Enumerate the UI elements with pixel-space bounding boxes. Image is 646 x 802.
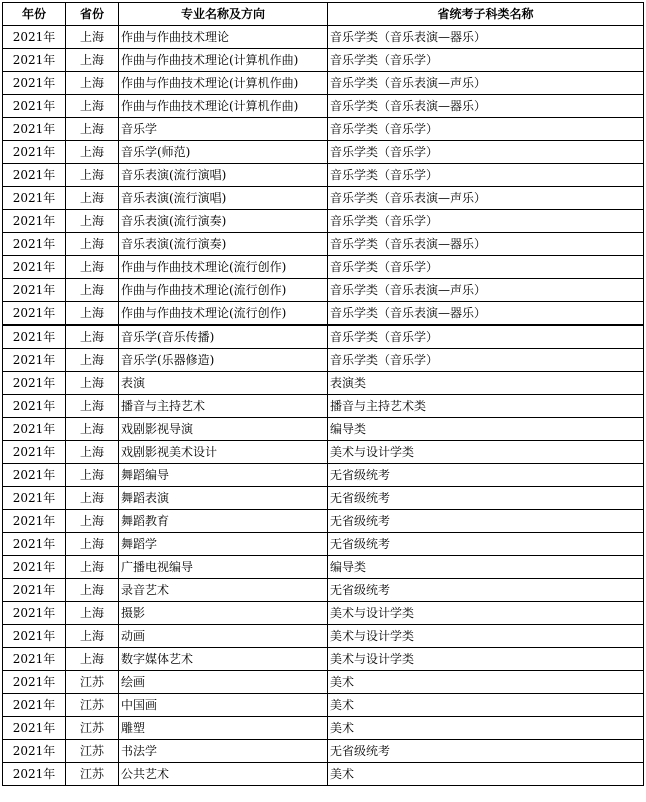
cell-province: 上海 [66, 510, 119, 533]
cell-province: 上海 [66, 349, 119, 372]
cell-year: 2021年 [3, 233, 66, 256]
cell-category: 无省级统考 [328, 533, 644, 556]
cell-year: 2021年 [3, 187, 66, 210]
cell-province: 上海 [66, 233, 119, 256]
cell-category: 音乐学类（音乐表演—器乐） [328, 302, 644, 326]
table-body [3, 26, 644, 786]
cell-major: 音乐表演(流行演唱) [119, 164, 328, 187]
cell-category: 音乐学类（音乐表演—声乐） [328, 72, 644, 95]
header-major: 专业名称及方向 [119, 3, 328, 26]
table-row [3, 648, 644, 671]
cell-year: 2021年 [3, 256, 66, 279]
header-category: 省统考子科类名称 [328, 3, 644, 26]
table-header [3, 3, 644, 26]
table-row [3, 740, 644, 763]
cell-province: 上海 [66, 95, 119, 118]
cell-year: 2021年 [3, 210, 66, 233]
cell-category: 音乐学类（音乐表演—器乐） [328, 95, 644, 118]
cell-year: 2021年 [3, 395, 66, 418]
cell-year: 2021年 [3, 510, 66, 533]
table-row [3, 395, 644, 418]
cell-major: 摄影 [119, 602, 328, 625]
cell-major: 音乐学(乐器修造) [119, 349, 328, 372]
table-row [3, 694, 644, 717]
cell-province: 江苏 [66, 717, 119, 740]
cell-province: 上海 [66, 556, 119, 579]
cell-category: 音乐学类（音乐学） [328, 118, 644, 141]
cell-province: 江苏 [66, 763, 119, 786]
table-row [3, 118, 644, 141]
cell-province: 上海 [66, 625, 119, 648]
table-row [3, 187, 644, 210]
cell-province: 上海 [66, 279, 119, 302]
cell-category: 无省级统考 [328, 510, 644, 533]
cell-year: 2021年 [3, 72, 66, 95]
cell-year: 2021年 [3, 717, 66, 740]
cell-major: 音乐学(师范) [119, 141, 328, 164]
enrollment-table [2, 2, 644, 786]
cell-year: 2021年 [3, 418, 66, 441]
cell-category: 音乐学类（音乐学） [328, 210, 644, 233]
cell-major: 作曲与作曲技术理论(流行创作) [119, 302, 328, 326]
table-row [3, 372, 644, 395]
cell-major: 表演 [119, 372, 328, 395]
cell-category: 美术 [328, 671, 644, 694]
cell-major: 音乐表演(流行演奏) [119, 233, 328, 256]
cell-category: 音乐学类（音乐学） [328, 164, 644, 187]
cell-major: 作曲与作曲技术理论(流行创作) [119, 256, 328, 279]
cell-year: 2021年 [3, 49, 66, 72]
cell-major: 公共艺术 [119, 763, 328, 786]
table-row [3, 510, 644, 533]
cell-major: 作曲与作曲技术理论(计算机作曲) [119, 49, 328, 72]
cell-category: 播音与主持艺术类 [328, 395, 644, 418]
cell-major: 绘画 [119, 671, 328, 694]
cell-major: 书法学 [119, 740, 328, 763]
cell-year: 2021年 [3, 325, 66, 349]
cell-major: 作曲与作曲技术理论(流行创作) [119, 279, 328, 302]
cell-year: 2021年 [3, 279, 66, 302]
table-row [3, 763, 644, 786]
table-row [3, 279, 644, 302]
cell-year: 2021年 [3, 118, 66, 141]
cell-province: 上海 [66, 302, 119, 326]
cell-category: 编导类 [328, 418, 644, 441]
cell-year: 2021年 [3, 141, 66, 164]
cell-major: 雕塑 [119, 717, 328, 740]
cell-province: 上海 [66, 256, 119, 279]
cell-province: 上海 [66, 533, 119, 556]
table-row [3, 556, 644, 579]
cell-major: 作曲与作曲技术理论(计算机作曲) [119, 72, 328, 95]
cell-category: 美术与设计学类 [328, 602, 644, 625]
cell-category: 美术与设计学类 [328, 441, 644, 464]
cell-province: 上海 [66, 72, 119, 95]
cell-province: 上海 [66, 372, 119, 395]
cell-province: 上海 [66, 395, 119, 418]
table-row [3, 441, 644, 464]
cell-year: 2021年 [3, 302, 66, 326]
cell-major: 数字媒体艺术 [119, 648, 328, 671]
header-province: 省份 [66, 3, 119, 26]
cell-category: 音乐学类（音乐表演—器乐） [328, 233, 644, 256]
table-row [3, 164, 644, 187]
table-row [3, 210, 644, 233]
cell-category: 美术 [328, 717, 644, 740]
table-row [3, 717, 644, 740]
cell-category: 音乐学类（音乐学） [328, 141, 644, 164]
cell-year: 2021年 [3, 602, 66, 625]
cell-major: 作曲与作曲技术理论(计算机作曲) [119, 95, 328, 118]
cell-category: 音乐学类（音乐学） [328, 49, 644, 72]
cell-category: 无省级统考 [328, 464, 644, 487]
table-row [3, 72, 644, 95]
cell-year: 2021年 [3, 349, 66, 372]
cell-year: 2021年 [3, 740, 66, 763]
cell-major: 音乐学 [119, 118, 328, 141]
cell-province: 上海 [66, 187, 119, 210]
cell-major: 录音艺术 [119, 579, 328, 602]
cell-year: 2021年 [3, 464, 66, 487]
table-row [3, 349, 644, 372]
cell-province: 上海 [66, 210, 119, 233]
cell-major: 戏剧影视导演 [119, 418, 328, 441]
cell-province: 上海 [66, 325, 119, 349]
cell-category: 音乐学类（音乐表演—声乐） [328, 279, 644, 302]
table-row [3, 671, 644, 694]
cell-province: 江苏 [66, 694, 119, 717]
cell-category: 无省级统考 [328, 487, 644, 510]
cell-major: 音乐表演(流行演唱) [119, 187, 328, 210]
cell-year: 2021年 [3, 487, 66, 510]
cell-major: 舞蹈表演 [119, 487, 328, 510]
table-row [3, 26, 644, 49]
cell-year: 2021年 [3, 763, 66, 786]
cell-major: 戏剧影视美术设计 [119, 441, 328, 464]
table-row [3, 325, 644, 349]
cell-category: 美术与设计学类 [328, 625, 644, 648]
cell-province: 上海 [66, 49, 119, 72]
cell-category: 音乐学类（音乐学） [328, 325, 644, 349]
cell-category: 美术 [328, 763, 644, 786]
cell-category: 音乐学类（音乐表演—器乐） [328, 26, 644, 49]
cell-major: 中国画 [119, 694, 328, 717]
cell-category: 无省级统考 [328, 740, 644, 763]
cell-major: 作曲与作曲技术理论 [119, 26, 328, 49]
table-row [3, 95, 644, 118]
cell-province: 上海 [66, 602, 119, 625]
table-row [3, 141, 644, 164]
cell-year: 2021年 [3, 694, 66, 717]
cell-major: 动画 [119, 625, 328, 648]
header-row [3, 3, 644, 26]
cell-year: 2021年 [3, 671, 66, 694]
cell-year: 2021年 [3, 533, 66, 556]
cell-province: 江苏 [66, 671, 119, 694]
cell-year: 2021年 [3, 556, 66, 579]
table-row [3, 579, 644, 602]
cell-province: 上海 [66, 26, 119, 49]
cell-province: 上海 [66, 118, 119, 141]
cell-province: 上海 [66, 441, 119, 464]
cell-major: 舞蹈编导 [119, 464, 328, 487]
table-row [3, 233, 644, 256]
cell-year: 2021年 [3, 648, 66, 671]
table-row [3, 602, 644, 625]
cell-category: 美术与设计学类 [328, 648, 644, 671]
table-row [3, 256, 644, 279]
table-row [3, 49, 644, 72]
table-row [3, 418, 644, 441]
cell-category: 表演类 [328, 372, 644, 395]
table-row [3, 302, 644, 326]
cell-category: 无省级统考 [328, 579, 644, 602]
table-row [3, 625, 644, 648]
cell-category: 音乐学类（音乐表演—声乐） [328, 187, 644, 210]
cell-year: 2021年 [3, 95, 66, 118]
cell-province: 上海 [66, 418, 119, 441]
table-row [3, 464, 644, 487]
header-year: 年份 [3, 3, 66, 26]
cell-major: 音乐学(音乐传播) [119, 325, 328, 349]
cell-major: 广播电视编导 [119, 556, 328, 579]
table-row [3, 533, 644, 556]
cell-province: 江苏 [66, 740, 119, 763]
cell-province: 上海 [66, 648, 119, 671]
cell-category: 音乐学类（音乐学） [328, 256, 644, 279]
cell-year: 2021年 [3, 625, 66, 648]
cell-year: 2021年 [3, 164, 66, 187]
cell-province: 上海 [66, 164, 119, 187]
cell-major: 播音与主持艺术 [119, 395, 328, 418]
cell-year: 2021年 [3, 441, 66, 464]
cell-year: 2021年 [3, 579, 66, 602]
cell-major: 舞蹈教育 [119, 510, 328, 533]
cell-category: 音乐学类（音乐学） [328, 349, 644, 372]
table-row [3, 487, 644, 510]
cell-province: 上海 [66, 141, 119, 164]
cell-category: 编导类 [328, 556, 644, 579]
cell-province: 上海 [66, 464, 119, 487]
cell-province: 上海 [66, 487, 119, 510]
cell-major: 舞蹈学 [119, 533, 328, 556]
cell-year: 2021年 [3, 26, 66, 49]
cell-category: 美术 [328, 694, 644, 717]
cell-year: 2021年 [3, 372, 66, 395]
cell-major: 音乐表演(流行演奏) [119, 210, 328, 233]
cell-province: 上海 [66, 579, 119, 602]
